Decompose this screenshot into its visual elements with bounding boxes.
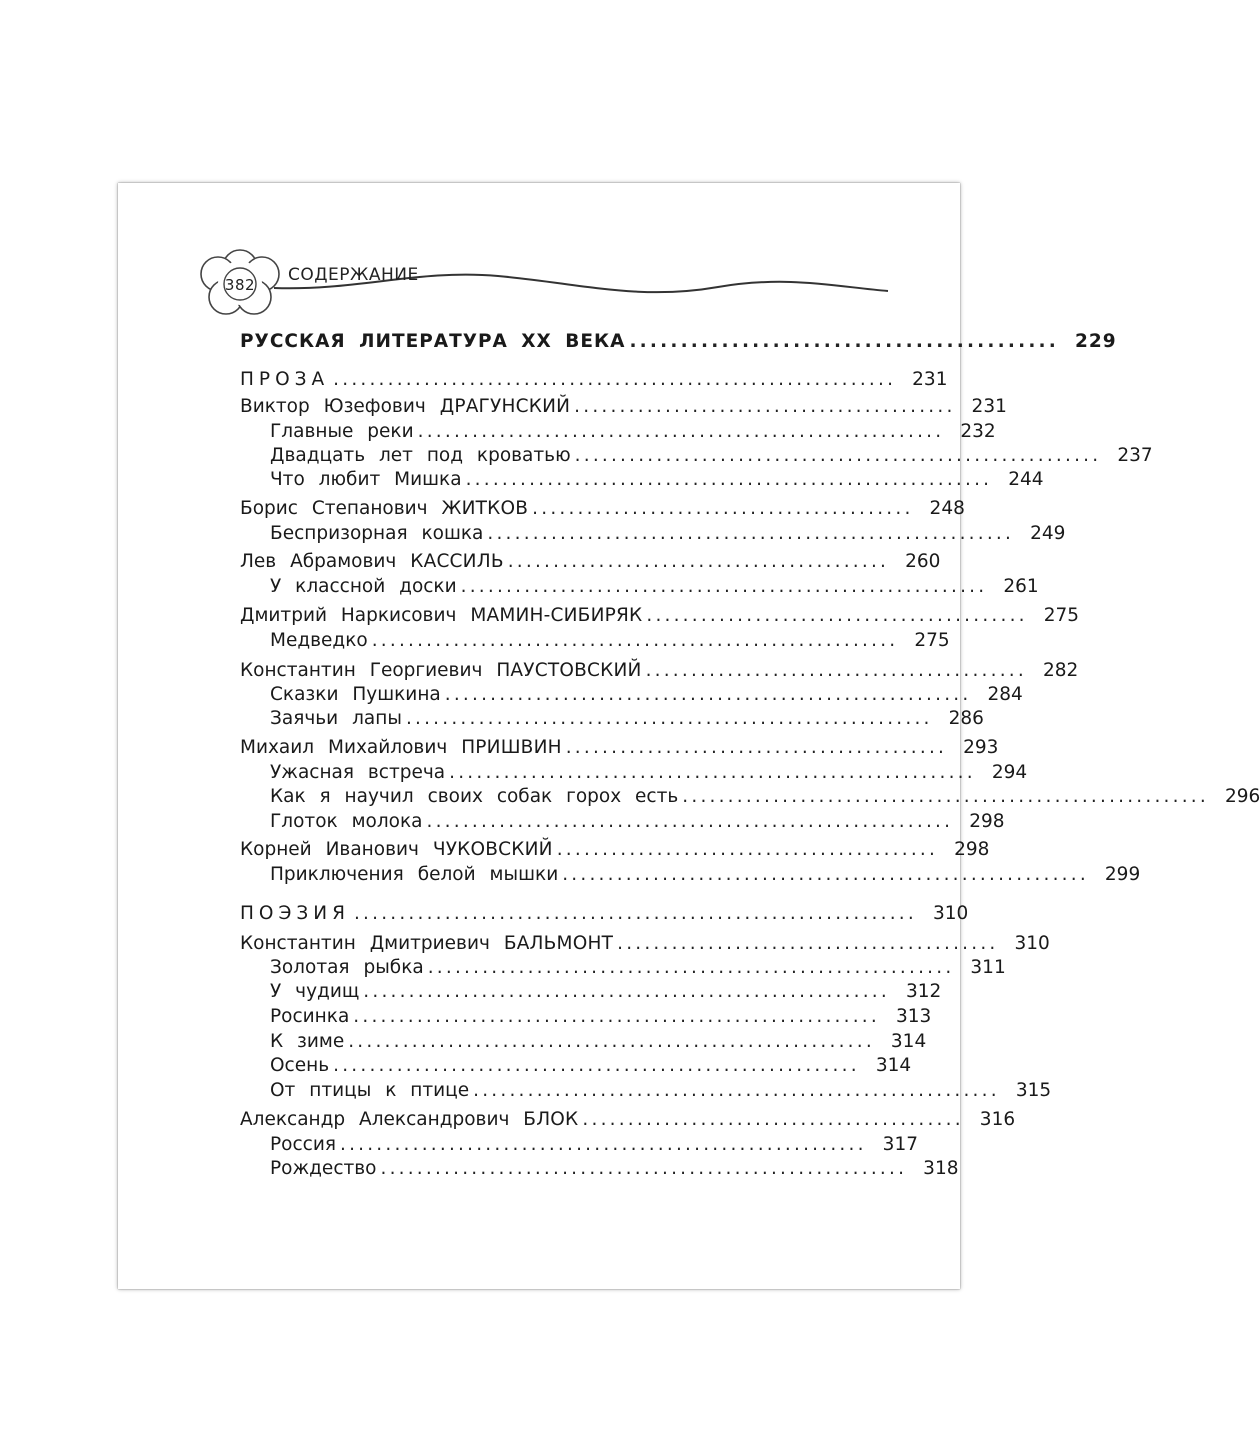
toc-author: Михаил Михайлович ПРИШВИН .......................................... 293: [240, 737, 999, 758]
book-page: [118, 183, 1260, 1289]
toc-item: К зиме .......................................................... 314: [270, 1031, 927, 1052]
toc-author: Борис Степанович ЖИТКОВ .......................................... 248: [240, 498, 965, 519]
toc-item: Золотая рыбка .......................................................... 311: [270, 957, 1006, 978]
toc-part: ПРОЗА .............................................................. 231: [240, 369, 948, 390]
toc-item: Что любит Мишка .......................................................... 244: [270, 469, 1044, 490]
page-number: 382: [224, 276, 256, 294]
toc-item: Росинка .......................................................... 313: [270, 1006, 932, 1027]
toc-item: Ужасная встреча .......................................................... 294: [270, 762, 1028, 783]
toc-author: Виктор Юзефович ДРАГУНСКИЙ .......................................... 231: [240, 396, 1007, 417]
toc-item: Приключения белой мышки .......................................................... 299: [270, 864, 1141, 885]
toc-author: Лев Абрамович КАССИЛЬ .......................................... 260: [240, 551, 941, 572]
toc-item: У классной доски .......................................................... 261: [270, 576, 1039, 597]
toc-author: Константин Георгиевич ПАУСТОВСКИЙ .......................................... 282: [240, 660, 1079, 681]
toc-item: Двадцать лет под кроватью .......................................................... 237: [270, 445, 1153, 466]
page-header: [118, 183, 960, 323]
toc-item: У чудищ .......................................................... 312: [270, 981, 942, 1002]
toc-part: ПОЭЗИЯ .............................................................. 310: [240, 903, 969, 924]
toc-item: Рождество .......................................................... 318: [270, 1158, 959, 1179]
section-heading: СОДЕРЖАНИЕ: [288, 265, 419, 285]
toc-item: Глоток молока .......................................................... 298: [270, 811, 1005, 832]
toc-item: Как я научил своих собак горох есть .......................................................... 296: [270, 786, 1260, 807]
toc-item: Медведко .......................................................... 275: [270, 630, 950, 651]
toc-author: Константин Дмитриевич БАЛЬМОНТ .......................................... 310: [240, 933, 1050, 954]
toc-author: Александр Александрович БЛОК .......................................... 316: [240, 1109, 1016, 1130]
flower-wave-ornament: [118, 183, 960, 323]
toc-item: Осень .......................................................... 314: [270, 1055, 912, 1076]
toc-item: Россия .......................................................... 317: [270, 1134, 918, 1155]
toc-item: Главные реки .......................................................... 232: [270, 421, 996, 442]
toc-heading: РУССКАЯ ЛИТЕРАТУРА ХХ ВЕКА .......................................... 229: [240, 331, 1117, 352]
toc-item: Сказки Пушкина .......................................................... 284: [270, 684, 1023, 705]
toc-item: От птицы к птице .......................................................... 315: [270, 1080, 1052, 1101]
toc-item: Беспризорная кошка .......................................................... 249: [270, 523, 1066, 544]
toc-item: Заячьи лапы .......................................................... 286: [270, 708, 984, 729]
toc-author: Дмитрий Наркисович МАМИН-СИБИРЯК .......................................... 275: [240, 605, 1080, 626]
toc-author: Корней Иванович ЧУКОВСКИЙ .......................................... 298: [240, 839, 990, 860]
